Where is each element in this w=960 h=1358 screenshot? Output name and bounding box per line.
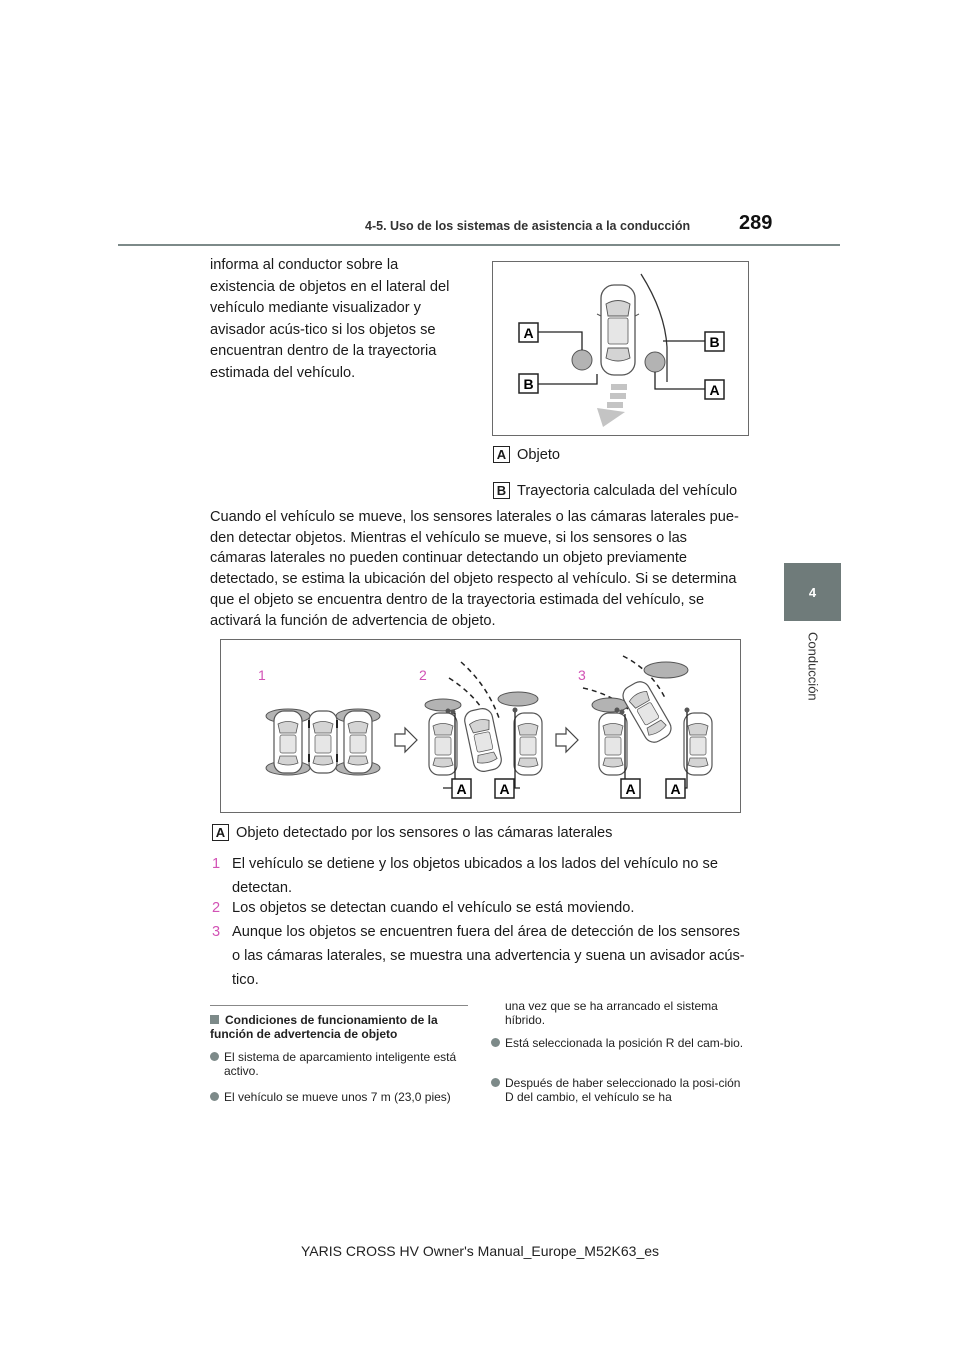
heading-square-icon	[210, 1015, 219, 1024]
step-number-1: 1	[258, 667, 266, 683]
legend-trajectory	[493, 482, 737, 499]
legend-text-trajectory: Trayectoria calculada del vehículo	[517, 482, 738, 499]
note-bullet-3: Está seleccionada la posición R del cam-bio.	[491, 1036, 745, 1050]
svg-text:A: A	[456, 781, 467, 797]
legend-detected-object	[212, 824, 612, 841]
figure2-label-a-2	[495, 779, 514, 798]
step-number-2: 2	[419, 667, 427, 683]
object-right	[645, 352, 665, 372]
chapter-label-container	[803, 632, 823, 712]
header-divider	[118, 244, 840, 246]
legend-text-object: Objeto	[517, 446, 560, 463]
notes-heading: Condiciones de funcionamiento de la función de advertencia de objeto	[210, 1013, 438, 1041]
step-2	[212, 896, 747, 920]
svg-text:A: A	[523, 325, 534, 341]
svg-text:A: A	[709, 382, 720, 398]
figure-object-warning-sequence	[220, 639, 741, 813]
note-bullet-2: El vehículo se mueve unos 7 m (23,0 pies)	[210, 1090, 470, 1104]
step-1-text: El vehículo se detiene y los objetos ubicados a los lados del vehículo no se detectan.	[232, 856, 718, 896]
figure2-label-a-3	[621, 779, 640, 798]
chapter-tab[interactable]: 4	[784, 563, 841, 621]
note-continuation: una vez que se ha arrancado el sistema híbrido.	[505, 999, 718, 1027]
note-bullet-1: El sistema de aparcamiento inteligente está activo.	[210, 1050, 468, 1078]
intro-paragraph: informa al conductor sobre la existencia de objetos en el lateral del vehículo mediante visualizador y avisador acús-tico si los objetos se encuentran dentro de la trayectoria estimada del vehículo.	[210, 257, 450, 381]
legend-key-a2: A	[212, 824, 229, 841]
sequence-arrow-2	[556, 728, 578, 752]
legend-object	[493, 446, 560, 463]
bullet-dot-icon	[210, 1092, 219, 1101]
section-title: 4-5. Uso de los sistemas de asistencia a la conducción	[365, 219, 691, 233]
sequence-arrow-1	[395, 728, 417, 752]
page-number: 289	[739, 212, 773, 234]
note-bullet-4: Después de haber seleccionado la posi-ción D del cambio, el vehículo se ha	[491, 1076, 745, 1104]
svg-text:A: A	[625, 781, 636, 797]
figure1-label-a-left	[519, 323, 538, 342]
legend-key-b: B	[493, 482, 510, 499]
legend-key-a: A	[493, 446, 510, 463]
figure1-label-b-right	[705, 332, 724, 351]
figure2-label-a-1	[452, 779, 471, 798]
object-left	[572, 350, 592, 370]
svg-text:B: B	[523, 376, 534, 392]
step-2-number: 2	[212, 900, 221, 916]
figure2-label-a-4	[666, 779, 685, 798]
step-number-3: 3	[578, 667, 586, 683]
footer-manual-name: YARIS CROSS HV Owner's Manual_Europe_M52K63_es	[300, 1243, 660, 1259]
step-1-number: 1	[212, 856, 221, 872]
bullet-dot-icon	[210, 1052, 219, 1061]
figure1-label-b-left	[519, 374, 538, 393]
movement-arrow	[597, 384, 627, 427]
step-3-number: 3	[212, 924, 221, 940]
svg-text:A: A	[670, 781, 681, 797]
svg-text:A: A	[499, 781, 510, 797]
legend-text-detected-object: Objeto detectado por los sensores o las cámaras laterales	[236, 824, 613, 841]
step-3	[212, 920, 747, 992]
vehicle	[597, 285, 639, 375]
bullet-dot-icon	[491, 1078, 500, 1087]
svg-text:B: B	[709, 334, 720, 350]
step-2-text: Los objetos se detectan cuando el vehículo se está moviendo.	[232, 900, 635, 916]
step-1	[212, 852, 747, 900]
chapter-label: Conducción	[805, 632, 821, 701]
figure1-label-a-right	[705, 380, 724, 399]
step-3-text: Aunque los objetos se encuentren fuera del área de detección de los sensores o las cámaras laterales, se muestra una advertencia y suena un avisador acús-tico.	[232, 924, 745, 988]
notes-divider	[210, 1005, 468, 1006]
bullet-dot-icon	[491, 1038, 500, 1047]
figure1-illustration	[493, 262, 748, 435]
figure2-illustration	[221, 640, 740, 812]
main-paragraph: Cuando el vehículo se mueve, los sensores laterales o las cámaras laterales pue-den detectar objetos. Mientras el vehículo se mueve, si los sensores o las cámaras laterales no pueden continuar detectando un objeto previamente detectado, se estima la ubicación del objeto respecto al vehículo. Si se determina que el objeto se encuentra dentro de la trayectoria estimada del vehículo, se activará la función de advertencia de objeto.	[210, 509, 739, 629]
figure-object-path	[492, 261, 749, 436]
